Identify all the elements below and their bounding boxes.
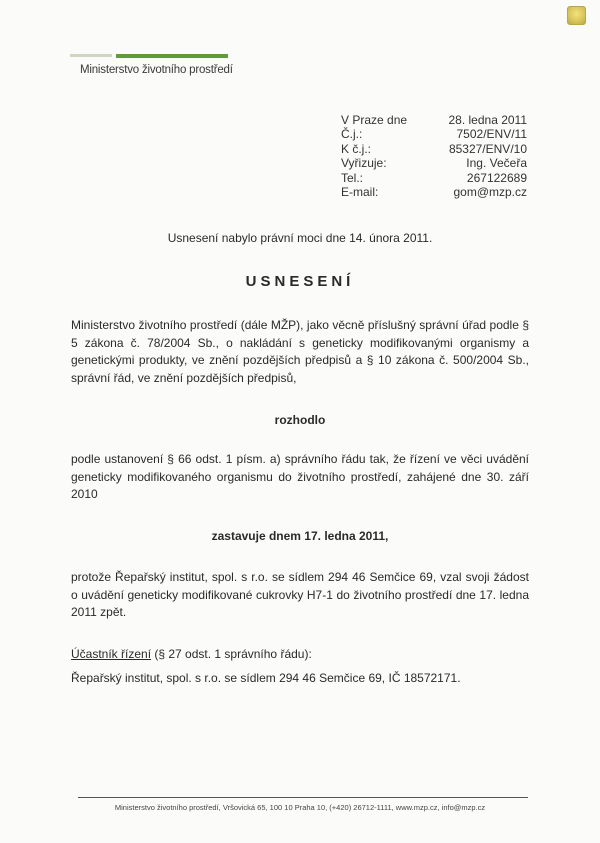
- meta-value: 85327/ENV/10: [448, 141, 527, 156]
- meta-value: 267122689: [466, 170, 527, 185]
- meta-label: K č.j.:: [341, 141, 372, 156]
- participant-heading: [71, 645, 461, 663]
- decided-heading: rozhodlo: [274, 413, 326, 427]
- meta-value: 28. ledna 2011: [448, 113, 527, 127]
- participant-heading-rest: (§ 27 odst. 1 správního řádu):: [151, 647, 312, 661]
- meta-row-phone: [341, 171, 527, 185]
- ministry-logo-bars: [70, 54, 228, 58]
- participant-block: [71, 645, 461, 687]
- decision-paragraph: podle ustanovení § 66 odst. 1 písm. a) správního řádu tak, že řízení ve věci uvádění geneticky modifikovaného organismu do životního prostředí, zahájené dne 30. září 2010: [71, 452, 529, 501]
- logo-bar-light: [70, 54, 112, 57]
- reason-paragraph: protože Řepařský institut, spol. s r.o. se sídlem 294 46 Semčice 69, vzal svoji žádost o uvádění geneticky modifikované cukrovky H7-1 do životního prostředí dne 17. ledna 2011 zpět.: [71, 570, 529, 619]
- meta-row-date: [341, 113, 527, 127]
- meta-row-email: [341, 185, 527, 199]
- document-title: USNESENÍ: [245, 273, 355, 290]
- suspends-heading: zastavuje dnem 17. ledna 2011,: [211, 529, 389, 543]
- footer-divider: [78, 797, 528, 798]
- meta-label: Tel.:: [341, 170, 364, 185]
- meta-row-cj: [341, 127, 527, 141]
- validity-note: Usnesení nabylo právní moci dne 14. února 2011.: [167, 231, 433, 245]
- meta-row-handler: [341, 156, 527, 170]
- meta-label: V Praze dne: [341, 113, 408, 127]
- intro-paragraph: Ministerstvo životního prostředí (dále MŽP), jako věcně příslušný správní úřad podle § 5 zákona č. 78/2004 Sb., o nakládání s geneticky modifikovanými organismy a genetickými produkty, ve znění pozdějších předpisů a § 10 zákona č. 500/2004 Sb., správní řád, ve znění pozdějších předpisů,: [71, 318, 529, 385]
- logo-bar-green: [116, 54, 228, 58]
- ministry-name: Ministerstvo životního prostředí: [80, 64, 233, 76]
- meta-label: E-mail:: [341, 185, 379, 200]
- footer-address: Ministerstvo životního prostředí, Vršovická 65, 100 10 Praha 10, (+420) 26712-1111, www.mzp.cz, info@mzp.cz: [114, 803, 486, 812]
- participant-heading-underlined: Účastník řízení: [71, 647, 152, 661]
- participant-name: Řepařský institut, spol. s r.o. se sídlem 294 46 Semčice 69, IČ 18572171.: [71, 671, 461, 685]
- meta-value: Ing. Večeřa: [466, 156, 527, 171]
- meta-value: 7502/ENV/11: [456, 127, 527, 142]
- stamp-icon: [567, 6, 586, 25]
- meta-value: gom@mzp.cz: [453, 185, 527, 200]
- meta-row-kcj: [341, 142, 527, 156]
- meta-label: Č.j.:: [341, 127, 363, 142]
- reference-block: [341, 113, 527, 199]
- meta-label: Vyřizuje:: [341, 156, 387, 171]
